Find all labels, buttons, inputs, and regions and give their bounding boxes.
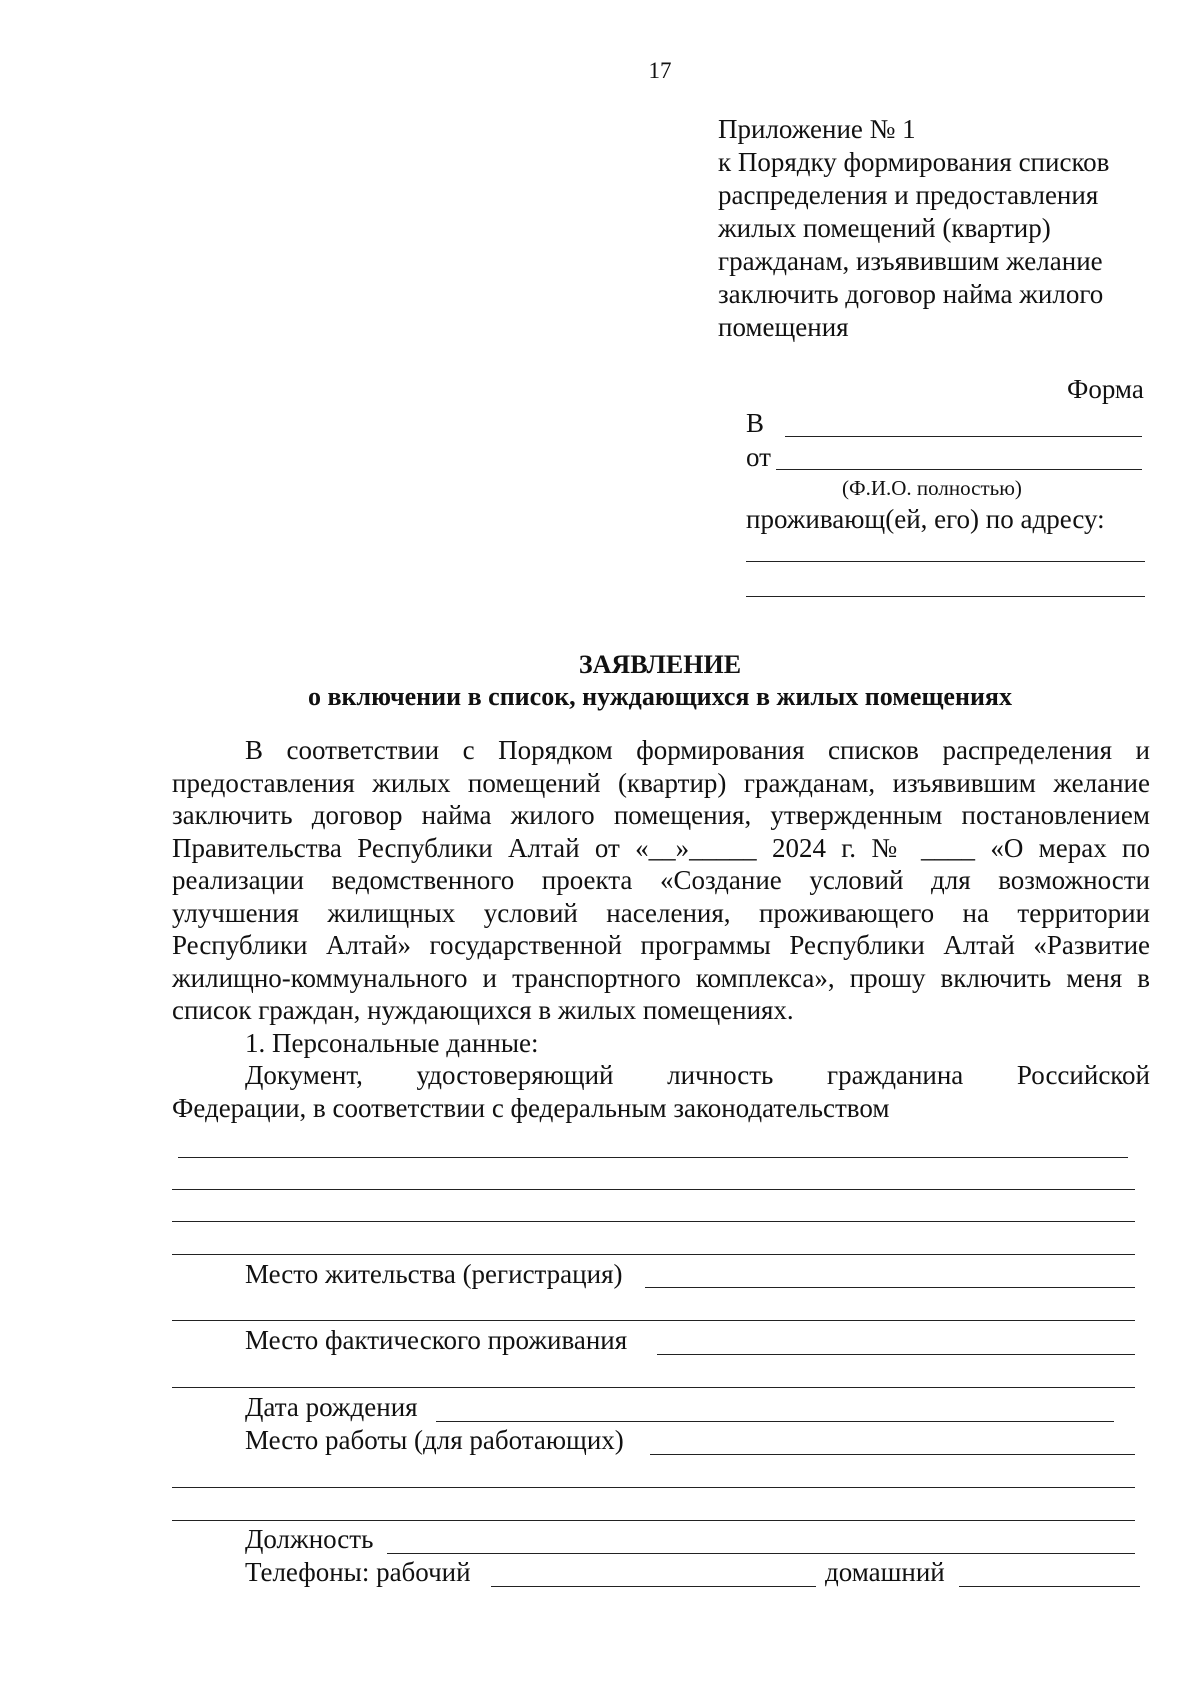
residing-label: проживающ(ей, его) по адресу:	[746, 504, 1105, 534]
body-paragraph	[172, 734, 1150, 1124]
workplace-line-3[interactable]	[172, 1520, 1135, 1521]
workplace-line-2[interactable]	[172, 1487, 1135, 1488]
paragraph-line: реализации ведомственного проекта «Создание условий для возможности	[172, 865, 1150, 895]
actual-residence-line[interactable]	[657, 1354, 1135, 1355]
phones-home-label: домашний	[825, 1557, 945, 1587]
birth-date-label: Дата рождения	[245, 1392, 418, 1422]
from-field-line[interactable]	[776, 469, 1142, 470]
workplace-label: Место работы (для работающих)	[245, 1425, 624, 1455]
document-title: ЗАЯВЛЕНИЕ	[578, 650, 742, 679]
document-field-line-1[interactable]	[178, 1157, 1128, 1158]
paragraph-line: Правительства Республики Алтай от «__»_____ 2024 г. № ____ «О мерах по	[172, 832, 1150, 863]
paragraph-line: улучшения жилищных условий населения, проживающего на территории	[172, 897, 1150, 928]
residence-registration-line-2[interactable]	[172, 1320, 1135, 1321]
document-id-line-2: Федерации, в соответствии с федеральным законодательством	[172, 1092, 890, 1123]
document-subtitle: о включении в список, нуждающихся в жилых помещениях	[307, 682, 1012, 711]
document-field-line-3[interactable]	[172, 1221, 1135, 1222]
phones-work-label: Телефоны: рабочий	[245, 1557, 471, 1587]
from-prefix: от	[746, 442, 771, 472]
appendix-line: гражданам, изъявившим желание	[718, 246, 1103, 276]
appendix-line: заключить договор найма жилого	[718, 279, 1104, 309]
page-number: 17	[648, 58, 672, 83]
document-field-line-2[interactable]	[172, 1189, 1135, 1190]
birth-date-line[interactable]	[436, 1421, 1114, 1422]
position-label: Должность	[245, 1524, 374, 1554]
phone-home-line[interactable]	[959, 1586, 1140, 1587]
paragraph-line: Республики Алтай» государственной программы Республики Алтай «Развитие	[172, 930, 1150, 960]
appendix-line: к Порядку формирования списков	[718, 147, 1110, 177]
actual-residence-line-2[interactable]	[172, 1387, 1135, 1388]
paragraph-line: В соответствии с Порядком формирования списков распределения и	[245, 735, 1150, 765]
appendix-line: помещения	[718, 312, 849, 342]
address-field-line-1[interactable]	[746, 561, 1145, 562]
workplace-line[interactable]	[650, 1454, 1135, 1455]
fio-hint: (Ф.И.О. полностью)	[842, 476, 1022, 500]
appendix-line: распределения и предоставления	[718, 180, 1099, 210]
paragraph-line: список граждан, нуждающихся в жилых помещениях.	[172, 995, 794, 1025]
document-id-line-1: Документ, удостоверяющий личность гражданина Российской	[245, 1060, 1150, 1090]
position-line[interactable]	[387, 1553, 1135, 1554]
paragraph-line: предоставления жилых помещений (квартир) гражданам, изъявившим желание	[172, 767, 1150, 798]
address-field-line-2[interactable]	[746, 596, 1145, 597]
appendix-line: Приложение № 1	[718, 114, 916, 144]
paragraph-line: заключить договор найма жилого помещения, утвержденным постановлением	[172, 800, 1150, 830]
residence-registration-line[interactable]	[645, 1287, 1135, 1288]
section-personal-data: 1. Персональные данные:	[245, 1027, 539, 1058]
residence-registration-label: Место жительства (регистрация)	[245, 1259, 623, 1289]
appendix-header	[718, 113, 1158, 344]
to-prefix: В	[746, 408, 765, 438]
paragraph-line: жилищно-коммунального и транспортного комплекса», прошу включить меня в	[172, 962, 1150, 993]
phone-work-line[interactable]	[491, 1586, 816, 1587]
document-field-line-4[interactable]	[172, 1254, 1135, 1255]
to-field-line[interactable]	[785, 436, 1142, 437]
appendix-line: жилых помещений (квартир)	[718, 213, 1051, 243]
form-label: Форма	[1067, 374, 1144, 404]
actual-residence-label: Место фактического проживания	[245, 1325, 628, 1355]
